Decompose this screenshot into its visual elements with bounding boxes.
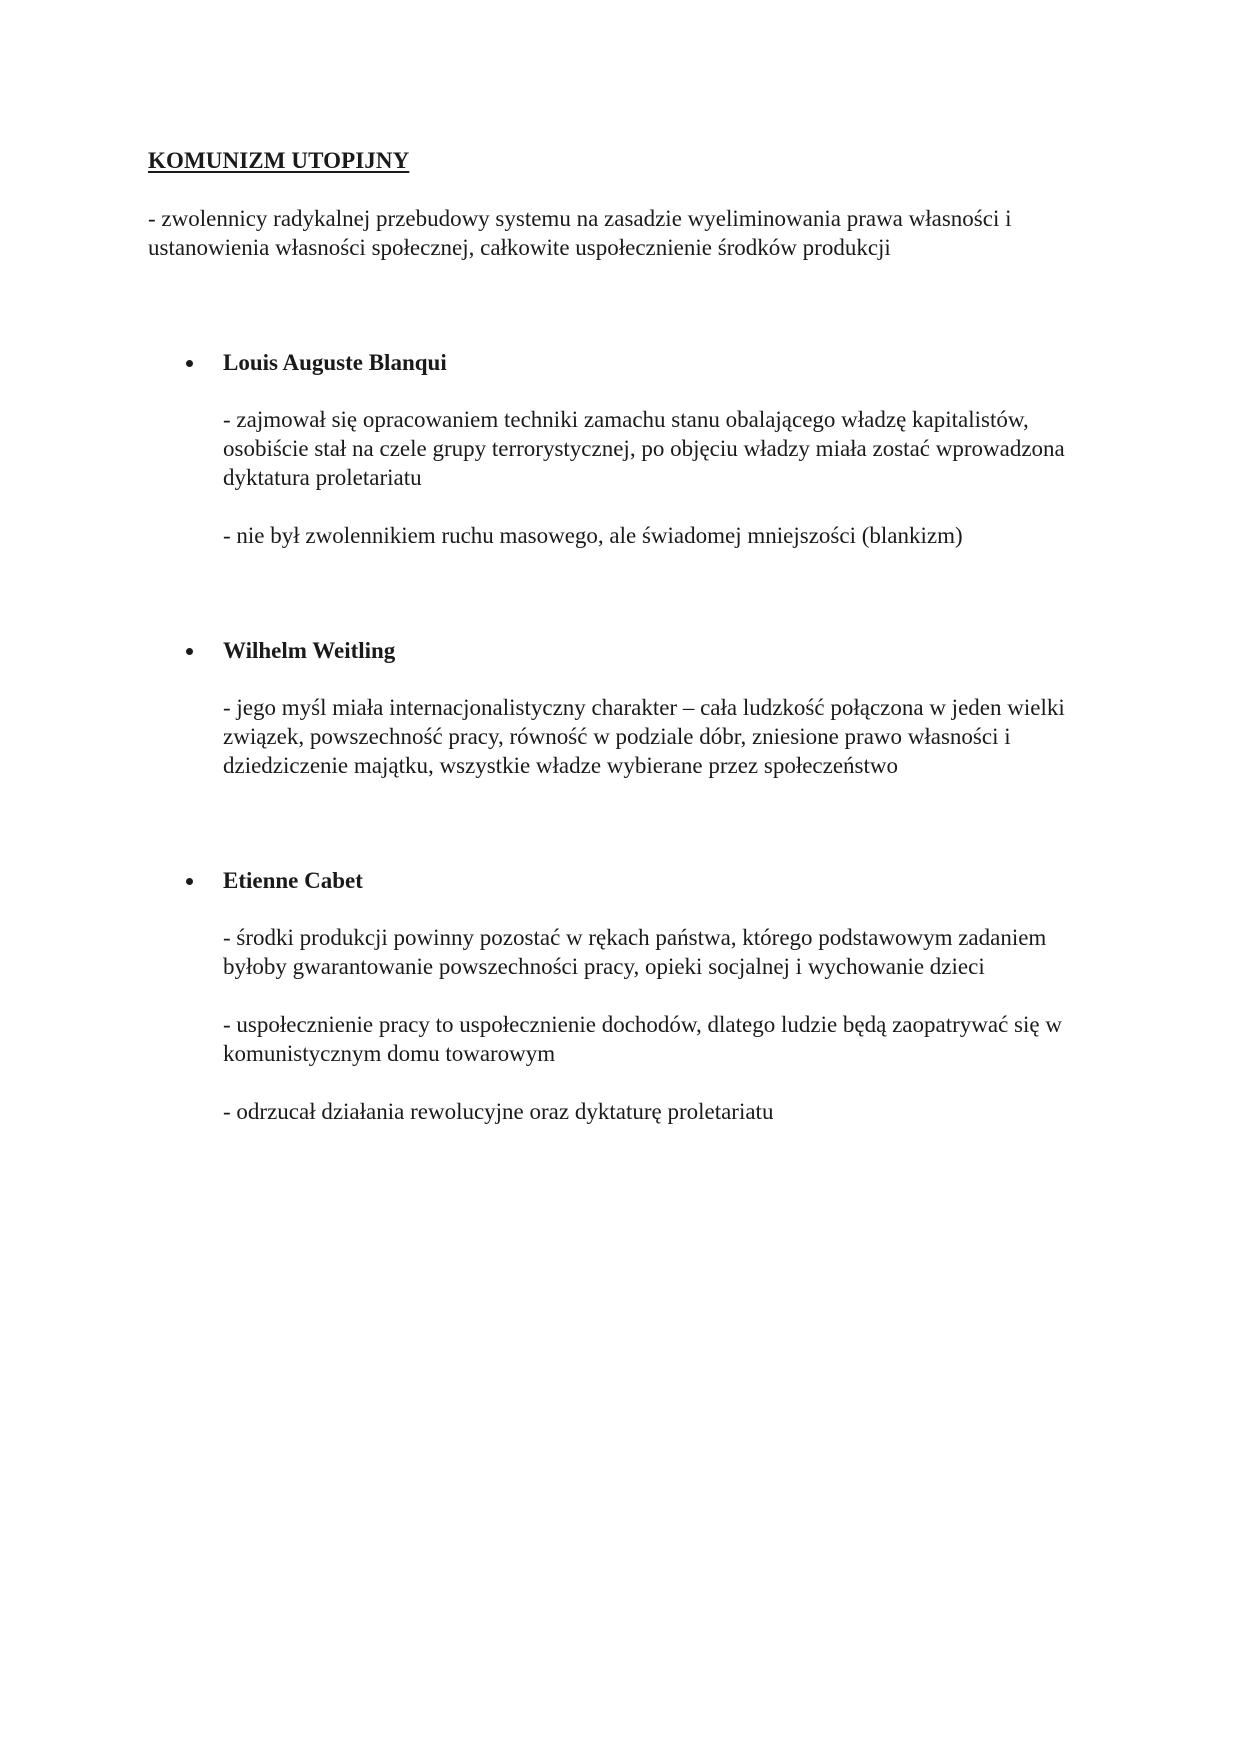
section-paragraph: - nie był zwolennikiem ruchu masowego, ale świadomej mniejszości (blankizm) — [223, 523, 963, 548]
section-paragraph: - zajmował się opracowaniem techniki zamachu stanu obalającego władzę kapitalistów, osobiście stał na czele grupy terrorystycznej, po objęciu władzy miała zostać wprowadzona dyktatura proletariatu — [223, 407, 1065, 490]
section-paragraph: - odrzucał działania rewolucyjne oraz dyktaturę proletariatu — [223, 1099, 774, 1124]
section-weitling — [148, 636, 1108, 780]
section-heading — [148, 866, 1108, 896]
section-name: Wilhelm Weitling — [223, 638, 396, 663]
bullet-icon — [186, 360, 193, 367]
section-cabet — [148, 866, 1108, 1126]
section-heading — [148, 348, 1108, 378]
section-blanqui — [148, 348, 1108, 550]
section-heading — [148, 636, 1108, 666]
bullet-icon — [186, 648, 193, 655]
section-name: Etienne Cabet — [223, 868, 363, 893]
bullet-icon — [186, 878, 193, 885]
intro-paragraph: - zwolennicy radykalnej przebudowy systemu na zasadzie wyeliminowania prawa własności i ustanowienia własności społecznej, całkowite uspołecznienie środków produkcji — [148, 206, 1012, 260]
section-paragraph: - uspołecznienie pracy to uspołecznienie dochodów, dlatego ludzie będą zaopatrywać się w komunistycznym domu towarowym — [223, 1012, 1062, 1066]
document-title: KOMUNIZM UTOPIJNY — [148, 148, 410, 173]
section-name: Louis Auguste Blanqui — [223, 350, 447, 375]
section-paragraph: - jego myśl miała internacjonalistyczny charakter – cała ludzkość połączona w jeden wielki związek, powszechność pracy, równość w podziale dóbr, zniesione prawo własności i dziedziczenie majątku, wszystkie władze wybierane przez społeczeństwo — [223, 695, 1065, 778]
section-paragraph: - środki produkcji powinny pozostać w rękach państwa, którego podstawowym zadaniem byłoby gwarantowanie powszechności pracy, opieki socjalnej i wychowanie dzieci — [223, 925, 1047, 979]
